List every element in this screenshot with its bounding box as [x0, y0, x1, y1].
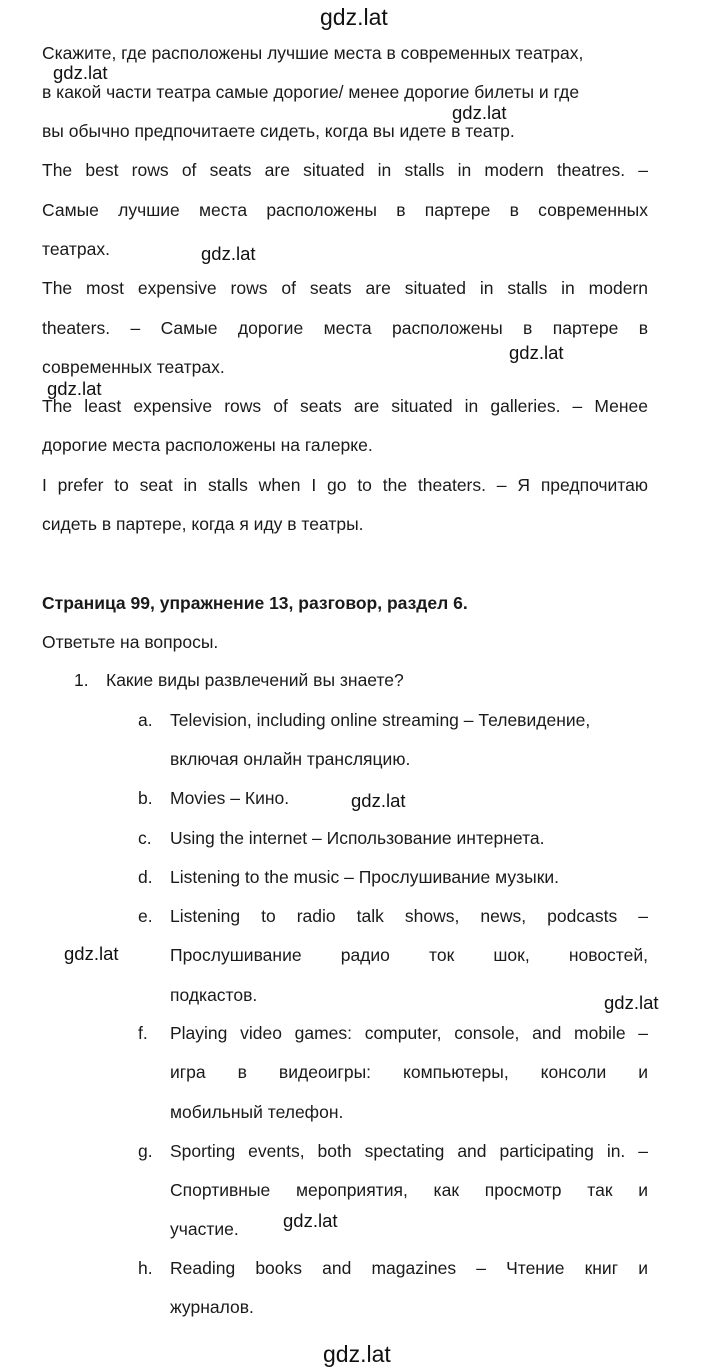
list-item-letter: e. [138, 906, 153, 926]
list-item-line: мобильный телефон. [170, 1102, 344, 1122]
list-item-line: журналов. [170, 1297, 254, 1317]
watermark: gdz.lat [47, 378, 102, 399]
answer-line: дорогие места расположены на галерке. [42, 435, 373, 455]
list-item-line: Прослушивание радио ток шок, новостей, [170, 945, 648, 965]
answer-line: современных театрах. [42, 357, 225, 377]
list-item-letter: f. [138, 1023, 148, 1043]
question-number: 1. [74, 670, 89, 690]
list-item-line: Movies – Кино. [170, 788, 290, 808]
question-line: Скажите, где расположены лучшие места в современных театрах, [42, 43, 584, 63]
list-item-line: подкастов. [170, 985, 258, 1005]
answer-line: The most expensive rows of seats are situated in stalls in modern [42, 278, 648, 298]
list-item-line: Спортивные мероприятия, как просмотр так и [170, 1180, 648, 1200]
answer-line: сидеть в партере, когда я иду в театры. [42, 514, 364, 534]
watermark: gdz.lat [320, 4, 388, 30]
instruction: Ответьте на вопросы. [42, 632, 219, 652]
list-item-line: игра в видеоигры: компьютеры, консоли и [170, 1062, 648, 1082]
watermark: gdz.lat [604, 992, 659, 1013]
list-item-letter: d. [138, 867, 153, 887]
list-item-letter: c. [138, 828, 152, 848]
answer-line: The best rows of seats are situated in stalls in modern theatres. – [42, 160, 648, 180]
list-item-line: Listening to radio talk shows, news, podcasts – [170, 906, 648, 926]
section-heading: Страница 99, упражнение 13, разговор, раздел 6. [42, 593, 468, 613]
answer-line: The least expensive rows of seats are situated in galleries. – Менее [42, 396, 648, 416]
watermark: gdz.lat [509, 342, 564, 363]
watermark: gdz.lat [64, 943, 119, 964]
list-item-letter: b. [138, 788, 153, 808]
list-item-line: Using the internet – Использование интернета. [170, 828, 545, 848]
watermark: gdz.lat [201, 243, 256, 264]
list-item-line: Television, including online streaming – Телевидение, [170, 710, 591, 730]
list-item-letter: g. [138, 1141, 153, 1161]
answer-line: театрах. [42, 239, 110, 259]
watermark: gdz.lat [351, 790, 406, 811]
question-line: в какой части театра самые дорогие/ менее дорогие билеты и где [42, 82, 580, 102]
answer-line: I prefer to seat in stalls when I go to the theaters. – Я предпочитаю [42, 475, 648, 495]
answer-line: theaters. – Самые дорогие места расположены в партере в [42, 318, 648, 338]
list-item-line: Reading books and magazines – Чтение книг и [170, 1258, 648, 1278]
question-text: Какие виды развлечений вы знаете? [106, 670, 404, 690]
watermark: gdz.lat [283, 1210, 338, 1231]
watermark: gdz.lat [53, 62, 108, 83]
question-line: вы обычно предпочитаете сидеть, когда вы идете в театр. [42, 121, 515, 141]
list-item-letter: a. [138, 710, 153, 730]
answer-line: Самые лучшие места расположены в партере в современных [42, 200, 648, 220]
list-item-line: Sporting events, both spectating and participating in. – [170, 1141, 648, 1161]
list-item-line: Playing video games: computer, console, and mobile – [170, 1023, 648, 1043]
list-item-line: участие. [170, 1219, 239, 1239]
watermark: gdz.lat [323, 1341, 391, 1367]
list-item-line: включая онлайн трансляцию. [170, 749, 411, 769]
watermark: gdz.lat [452, 102, 507, 123]
list-item-letter: h. [138, 1258, 153, 1278]
list-item-line: Listening to the music – Прослушивание музыки. [170, 867, 560, 887]
